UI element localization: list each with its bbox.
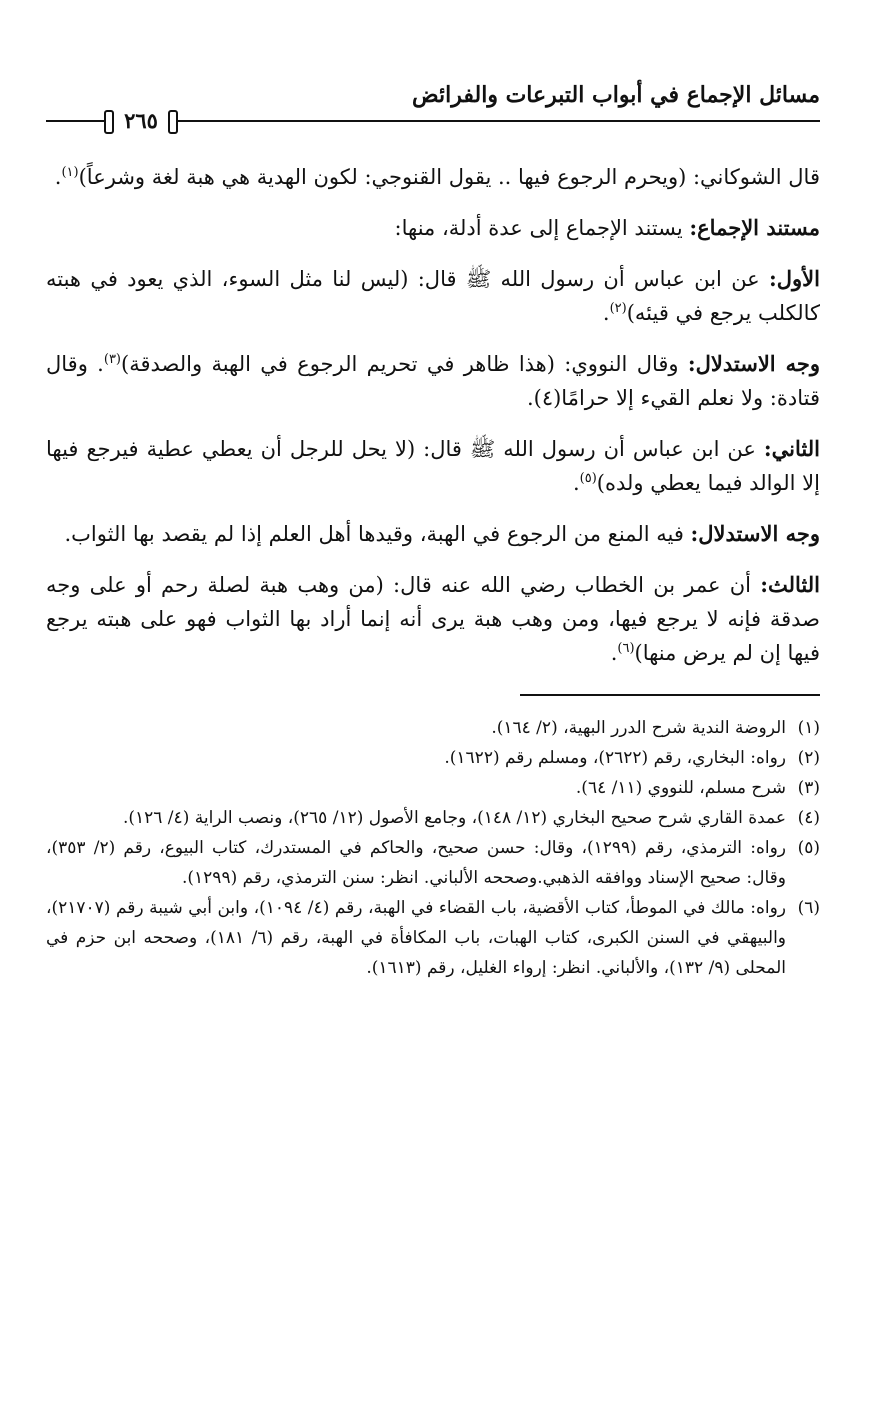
page-number: ٢٦٥ bbox=[124, 107, 158, 133]
paragraph-lead: الأول: bbox=[769, 266, 820, 291]
footnote-text: شرح مسلم، للنووي (١١/ ٦٤). bbox=[575, 778, 786, 798]
page-number-frame bbox=[104, 106, 178, 134]
paragraph-lead: الثاني: bbox=[763, 436, 820, 461]
paragraph-text: يستند الإجماع إلى عدة أدلة، منها: bbox=[394, 216, 690, 240]
footnote-number: (٢) bbox=[797, 748, 820, 768]
footnote bbox=[46, 803, 820, 833]
footnote-ref[interactable]: (١) bbox=[61, 165, 79, 180]
main-text bbox=[46, 160, 820, 670]
footnote-ref[interactable]: (٦) bbox=[617, 641, 635, 656]
paragraph-tail: . bbox=[54, 165, 62, 189]
footnote-separator bbox=[520, 694, 820, 696]
footnote-text: رواه: مالك في الموطأ، كتاب الأقضية، باب القضاء في الهبة، رقم (٤/ ١٠٩٤)، وابن أبي شيبة رقم (٢١٧٠٧)، والبيهقي في السنن الكبرى، كتاب الهبات، باب المكافأة في الهبة، رقم (٦/ ١٨١)، وصححه ابن حزم في المحلى (٩/ ١٣٢)، والألباني. انظر: إرواء الغليل، رقم (١٦١٣). bbox=[46, 898, 786, 978]
paragraph-lead: وجه الاستدلال: bbox=[687, 351, 820, 376]
footnote bbox=[46, 713, 820, 743]
paragraph-text: وقال النووي: (هذا ظاهر في تحريم الرجوع في الهبة والصدقة) bbox=[121, 352, 688, 376]
paragraph-tail: . bbox=[602, 301, 610, 325]
footnote bbox=[46, 743, 820, 773]
footnote bbox=[46, 833, 820, 893]
footnote-ref[interactable]: (٥) bbox=[579, 471, 597, 486]
running-header bbox=[46, 70, 820, 133]
paragraph-first-inference bbox=[46, 347, 820, 415]
footnote-ref[interactable]: (٢) bbox=[609, 301, 627, 316]
paragraph-ijma-basis bbox=[46, 211, 820, 245]
paragraph-lead: الثالث: bbox=[760, 572, 820, 597]
footnote-number: (٦) bbox=[797, 898, 820, 918]
paragraph-shawkani-quote bbox=[46, 160, 820, 194]
chapter-title: مسائل الإجماع في أبواب التبرعات والفرائض bbox=[412, 82, 820, 108]
paragraph-first-evidence bbox=[46, 262, 820, 330]
footnotes bbox=[46, 713, 820, 983]
footnote-number: (١) bbox=[797, 718, 820, 738]
footnote-text: الروضة الندية شرح الدرر البهية، (٢/ ١٦٤). bbox=[491, 718, 786, 738]
footnote-ref[interactable]: (٣) bbox=[103, 352, 121, 367]
paragraph-text: أن عمر بن الخطاب رضي الله عنه قال: (من وهب هبة لصلة رحم أو على وجه صدقة فإنه لا يرجع فيها، ومن وهب هبة يرى أنه إنما أراد بها الثواب فهو على هبته يرجع فيها إن لم يرض منها) bbox=[46, 573, 820, 665]
paragraph-text: عن ابن عباس أن رسول الله ﷺ قال: (لا يحل للرجل أن يعطي عطية فيرجع فيها إلا الوالد فيما يعطي ولده) bbox=[46, 437, 820, 495]
footnote-text: عمدة القاري شرح صحيح البخاري (١٢/ ١٤٨)، وجامع الأصول (١٢/ ٢٦٥)، ونصب الراية (٤/ ١٢٦). bbox=[122, 808, 786, 828]
paragraph-lead: وجه الاستدلال: bbox=[690, 521, 820, 546]
footnote-number: (٥) bbox=[797, 838, 820, 858]
footnote-number: (٣) bbox=[797, 778, 820, 798]
paragraph-second-evidence bbox=[46, 432, 820, 500]
footnote-number: (٤) bbox=[797, 808, 820, 828]
paragraph-text: قال الشوكاني: (ويحرم الرجوع فيها .. يقول القنوجي: لكون الهدية هي هبة لغة وشرعاً) bbox=[78, 165, 820, 189]
paragraph-lead: مستند الإجماع: bbox=[689, 215, 820, 240]
footnote-text: رواه: الترمذي، رقم (١٢٩٩)، وقال: حسن صحيح، والحاكم في المستدرك، كتاب البيوع، رقم (٢/ ٣٥٣)، وقال: صحيح الإسناد ووافقه الذهبي.وصححه الألباني. انظر: سنن الترمذي، رقم (١٢٩٩). bbox=[46, 838, 786, 888]
paragraph-tail: . bbox=[610, 641, 618, 665]
footnote-text: رواه: البخاري، رقم (٢٦٢٢)، ومسلم رقم (١٦٢٢). bbox=[444, 748, 786, 768]
paragraph-third-evidence bbox=[46, 568, 820, 670]
footnote bbox=[46, 773, 820, 803]
book-page bbox=[46, 70, 820, 983]
paragraph-tail: . bbox=[572, 471, 580, 495]
paragraph-tail: . وقال قتادة: ولا نعلم القيء إلا حرامًا(٤). bbox=[46, 352, 820, 410]
paragraph-text: عن ابن عباس أن رسول الله ﷺ قال: (ليس لنا مثل السوء، الذي يعود في هبته كالكلب يرجع في قيئه) bbox=[46, 267, 820, 325]
paragraph-second-inference bbox=[46, 517, 820, 551]
footnote bbox=[46, 893, 820, 983]
paragraph-text: فيه المنع من الرجوع في الهبة، وقيدها أهل العلم إذا لم يقصد بها الثواب. bbox=[64, 522, 691, 546]
